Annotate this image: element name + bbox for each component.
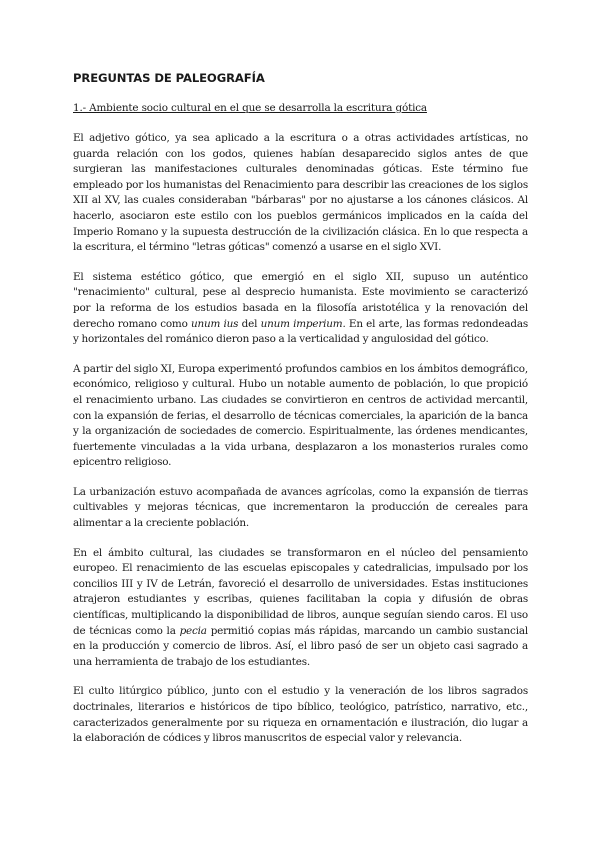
section-heading: 1.- Ambiente socio cultural en el que se desarrolla la escritura gótica xyxy=(73,102,427,114)
paragraph-3 xyxy=(73,362,528,471)
italic-term: unum ius xyxy=(190,317,239,330)
text-run: . En el arte, las formas redondeadas y horizontales del románico dieron paso a la verticalidad y angulosidad del gótico. xyxy=(73,317,529,346)
body-text xyxy=(73,131,528,747)
paragraph-4 xyxy=(73,485,528,532)
italic-term: unum imperium xyxy=(260,317,343,330)
text-run: En el ámbito cultural, las ciudades se transformaron en el núcleo del pensamiento europeo. El renacimiento de las escuelas episcopales y catedralicias, impulsado por los concilios III y IV de Letrán, favoreció el desarrollo de universidades. Estas instituciones atrajeron estudiantes y escribas, quienes facilitaban la copia y difusión de obras científicas, multiplicando la disponibilidad de libros, aunque seguían siendo caros. El uso de técnicas como la xyxy=(73,546,528,637)
paragraph-2 xyxy=(73,270,528,348)
text-run: permitió copias más rápidas, marcando un cambio sustancial en la producción y comercio de libros. Así, el libro pasó de ser un objeto casi sagrado a una herramienta de trabajo de los estudiantes. xyxy=(73,624,528,668)
page-title: PREGUNTAS DE PALEOGRAFÍA xyxy=(73,71,265,85)
italic-term: pecia xyxy=(179,624,207,637)
text-run: El sistema estético gótico, que emergió en el siglo XII, supuso un auténtico "renacimiento" cultural, pese al desprecio humanista. Este movimiento se caracterizó por la reforma de los estudios basada en la filosofía aristotélica y la renovación del derecho romano como xyxy=(73,270,528,330)
text-run: El adjetivo gótico, ya sea aplicado a la escritura o a otras actividades artísticas, no guarda relación con los godos, quienes habían desaparecido siglos antes de que surgieran las manifestaciones culturales denominadas góticas. Este término fue empleado por los humanistas del Renacimiento para describir las creaciones de los siglos XII al XV, las cuales consideraban "bárbaras" por no ajustarse a los cánones clásicos. Al hacerlo, asociaron este estilo con los pueblos germánicos implicados en la caída del Imperio Romano y la supuesta destrucción de la civilización clásica. En lo que respecta a la escritura, el término "letras góticas" comenzó a usarse en el siglo XVI. xyxy=(73,132,528,254)
paragraph-1 xyxy=(73,131,528,256)
paragraph-5 xyxy=(73,546,528,671)
text-run: A partir del siglo XI, Europa experimentó profundos cambios en los ámbitos demográfico, económico, religioso y cultural. Hubo un notable aumento de población, lo que propició el renacimiento urbano. Las ciudades se convirtieron en centros de actividad mercantil, con la expansión de ferias, el desarrollo de técnicas comerciales, la aparición de la banca y la organización de sociedades de comercio. Espiritualmente, las órdenes mendicantes, fuertemente vinculadas a la vida urbana, desplazaron a los monasterios rurales como epicentro religioso. xyxy=(73,362,528,469)
paragraph-6 xyxy=(73,684,528,746)
text-run: del xyxy=(238,317,261,330)
text-run: El culto litúrgico público, junto con el estudio y la veneración de los libros sagrados doctrinales, literarios e históricos de tipo bíblico, teológico, patrístico, narrativo, etc., caracterizados generalmente por su riqueza en ornamentación e ilustración, dio lugar a la elaboración de códices y libros manuscritos de especial valor y relevancia. xyxy=(73,685,528,745)
text-run: La urbanización estuvo acompañada de avances agrícolas, como la expansión de tierras cultivables y mejoras técnicas, que incrementaron la producción de cereales para alimentar a la creciente población. xyxy=(73,485,528,530)
